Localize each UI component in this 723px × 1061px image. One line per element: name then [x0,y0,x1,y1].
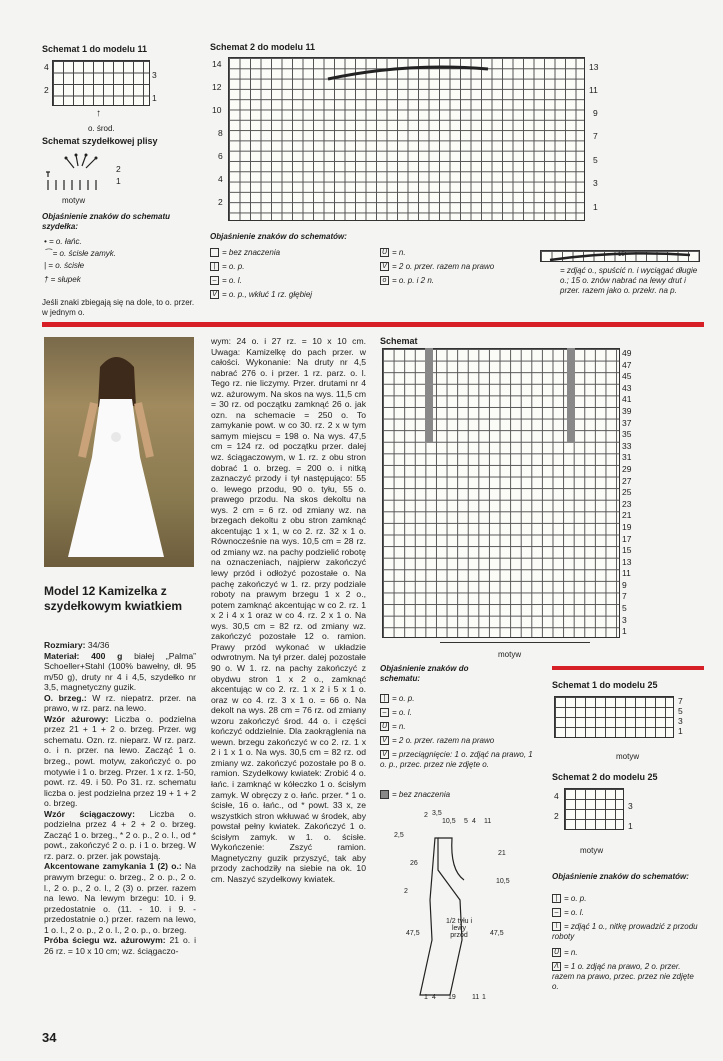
motyw-label: motyw [580,846,604,855]
legend2-title: Objaśnienie znaków do schematów: [210,232,347,241]
row-label: 12 [212,82,222,92]
pattern-labels: 2 3,5 10,5 5 4 11 2,5 26 21 2 10,5 47,5 1/2 tyłu i lewy przód 47,5 1 4 19 11 1 [394,810,510,1001]
crochet-legend-title: Objaśnienie znaków do schematu szydełka: [42,212,171,231]
row-label: 2 [116,164,121,174]
red-divider-small [552,666,704,670]
knit-yo-symbol-icon: o [380,276,389,285]
section-text: W rz. niepatrz. przer. na prawo, w rz. parz. na lewo. [44,692,196,714]
legend-item: = o. p. [392,694,415,703]
row-label: 13 [589,62,599,72]
yarn-over-symbol-icon: U [381,249,388,257]
section-text: Liczba o. podzielna przez 4 + 2 + 2 o. brzeg. Zacząć 1 o. brzeg., * 2 o. p., 2 o. l., od * powt., zakończyć 2 o. p. i 1 o. brzeg. W rz. parz. o. przer. jak powstają. [44,808,196,861]
slip-pass-symbol-icon: V [380,750,389,759]
legend-item: = o. l. [564,908,584,917]
legend-item: = bez znaczenia [222,248,281,257]
motyw-label: motyw [498,650,522,659]
row-label: 8 [218,128,223,138]
blank-symbol-icon [210,248,219,257]
blank-symbol-icon [380,790,389,799]
row-label: 14 [212,59,222,69]
sk2p-symbol-icon: Λ [552,962,561,971]
section-text: Liczba o. podzielna przez 21 + 1 + 2 o. brzeg. Przer. wg schematu. Ozn. rz. nieparz. W rz. parz. o. i n. przer. na lewo. Zacząć 1 o. brzeg., powt. motyw, zakończyć o. po motywie i 1 o. brzeg. Przer. 1 x rz. 1-50, powt. rz. 49. i 50. Po 31. rz. schematu liczba o. jest podzielna przez 19 + 1 + 2 o. brzeg. [44,713,196,809]
knit-symbol-icon: | [552,894,561,903]
legend-item: = 2 o. przer. razem na prawo [392,262,495,271]
row-label: 10 [212,105,222,115]
model25-s1-rows: 7 5 3 1 [678,696,683,736]
motyw-label: motyw [62,196,86,205]
row-label: 4 [554,791,559,801]
k2tog-symbol-icon: V [380,262,389,271]
row-label: 2 [44,85,49,95]
section-heading: Akcentowane zamykania 1 (2) o.: [44,861,182,872]
row-label: 7 [593,131,598,141]
crochet-chart [44,150,124,194]
legend-item: = o. l. [392,708,412,717]
schemat-grid [382,348,620,638]
legend-item: = n. [392,722,406,731]
k2tog-symbol-icon: V [380,736,389,745]
legend-item: = przeciągnięcie: 1 o. zdjąć na prawo, 1 o. p., przec. przez nie zdjęte o. [380,750,533,769]
legend-item: ⁀ = o. ścisłe zamyk. [44,249,117,258]
legend-item: = n. [392,248,406,257]
row-label: 9 [593,108,598,118]
section-heading: Materiał: 400 g [44,650,123,661]
model-column-1 [44,640,196,956]
woman-dress-illustration [44,337,194,567]
stitch-count: 15 [618,252,625,258]
purl-symbol-icon: – [552,908,561,917]
row-label: 1 [152,93,157,103]
crochet-title: Schemat szydełkowej plisy [42,136,158,146]
row-label: 4 [44,62,49,72]
row-label: 2 [554,811,559,821]
row-label: 1 [628,821,633,831]
row-label: 6 [218,151,223,161]
yarn-over-symbol-icon: U [553,949,560,957]
model-column-2: wym: 24 o. i 27 rz. = 10 x 10 cm. Uwaga: Kamizelkę do pach przer. w całości. Wykonanie: Na druty nr 4,5 nabrać 276 o. i przer. 1 rz. parz. o. l. Tego rz. nie liczymy. Przer. drutami nr 4 wz. ażurowym. Na skos na wys. 11,5 cm = 30 rz. od początku zamknąć 26 o. jak ozn. na schemacie = 250 o. To zamykanie powt. w co 30. rz. 2 x w tym samym miejscu = 198 o. Na wys. 47,5 cm = 124 rz. od początku przer. dalej wz. ściągaczowym, w 1. rz. z obu stron dobrać 1 o. brzeg. = 200 o. i nitką zaznaczyć przody i tył następująco: 55 o. lewego przodu, 90 o. tyłu, 55 o. prawego przodu. Na skos dekoltu na wys. 2 cm = 6 rz. od zmiany wz. na brzegach dekoltu z obu stron zamknąć akcentując 1 x 1, w co 2. rz. 32 x 1 o. Równocześnie na wys. 10,5 cm = 28 rz. od zmiany wz. na pachy podzielić robotę na oznaczeniach, najpierw zakończyć lewy przód i odłożyć pozostałe o. Na pachę zakończyć w 1. rz. przy podziale roboty na prawym brzegu 1 x 2 o., potem zamknąć akcentując w co 2. rz. 1 x 2 i 4 x 1 oraz w co 4. rz. 2 x 1 o. Na wys. 30,5 cm = 82 rz. od zmiany wz. zakończyć pozostałe 12 o. ramion. Prawy przód wykonać w układzie odwrotnym. Na tył przer. dalej pozostałe 90 o. W 1. rz. na pachy zakończyć z obydwu stron 1 x 2 o., zamknąć akcentując w co 2. rz. 1 x 2 i 5 x 1 o. oraz w co 4. rz. 3 x 1 o. = 66 o. Na dekolt na wys. 28 cm = 76 rz. od zmiany wzoru zakończyć środ. 44 o. i części kończyć oddzielnie. Dla zaokrąglenia na wewn. brzegu zakończyć w co 2. rz. 1 x 2 i 1 x 1 o. Na wys. 30,5 cm = 82 rz. od zmiany wz. zakończyć pozostałe po 8 o. ramion. Szydełkowy kwiatek: Zrobić 4 o. łańc. i zamknąć w kółeczko 1 o. ścisłym zamyk. W obręczy z o. łańc. przer. * 1 o. ścisłe, 16 o. łańc., od * powt. 33 x, ze wszystkich stron wkłuwać w środek, aby powstał pełny kwiatek. Zakończyć 1 o. ścisłym zamyk. w 1. o. ścisłe. Wykończenie: Zszyć ramion. Magnetyczny guzik przyszyć, tak aby przody zachodziły na siebie na ok. 10 cm. Naszyć szydełkowy kwiatek. [211,336,366,884]
yarn-over-symbol-icon: U [381,723,388,731]
blank-column [425,348,433,443]
purl-symbol-icon: – [380,708,389,717]
legend-item: = n. [564,948,578,957]
row-label: 1 [116,176,121,186]
legend-item: = bez znaczenia [392,790,451,799]
knit-symbol-icon: | [210,262,219,271]
arc-shape [228,57,585,97]
schemat-row-labels: 49 47 45 43 41 39 37 35 33 31 29 27 25 23 21 19 17 15 13 11 9 7 5 3 1 [622,348,632,637]
section-heading: Próba ściegu wz. ażurowym: [44,935,166,946]
row-label: 2 [218,197,223,207]
section-heading: Rozmiary: [44,640,86,650]
legend-item: = 1 o. zdjąć na prawo, 2 o. przer. razem na prawo, przec. przez nie zdjęte o. [552,962,694,991]
motyw-label: motyw [616,752,640,761]
long-note: = zdjąć o., spuścić n. i wyciągać długie o.; 15 o. znów nabrać na lewy drut i przer. razem jako o. przekr. na p. [560,266,698,295]
legend-item: = zdjąć 1 o., nitkę prowadzić z przodu roboty [552,922,698,941]
page-number: 34 [42,1030,57,1045]
row-label: 1 [593,202,598,212]
section-text: Na prawym brzegu: o. brzeg., 2 o. p., 2 o. l., 2 o. p., 2 o. l., 2 (3) o. przer. razem na lewo. Na lewym brzegu: 10. i 9. przedostatnie o. (11. - 10. i 9. - przedostatnie o.) przer. razem na lewo, 1 o. l., 2 o. p., 2 o. l., 2 o. p., o. brzeg. [44,861,197,935]
knit-symbol-icon: | [380,694,389,703]
row-label: 3 [152,70,157,80]
slip-stitch-symbol-icon: \ [552,922,561,931]
schemat-title: Schemat [380,336,418,346]
model25-s2-grid [564,788,624,830]
motyw-bracket [440,642,590,648]
legend-item: = o. p. [564,894,587,903]
section-heading: Wzór ażurowy: [44,713,109,724]
model25-s2-title: Schemat 2 do modelu 25 [552,772,658,782]
deep-knit-symbol-icon: V [210,290,219,299]
legend-item: = o. l. [222,276,242,285]
note: Jeśli znaki zbiegają się na dole, to o. przer. w jednym o. [42,298,195,317]
legend-item: = o. p. i 2 n. [392,276,435,285]
schemat1-grid [52,60,150,106]
blank-column [567,348,575,443]
section-heading: O. brzeg.: [44,692,87,703]
center-label: o. środ. [88,124,115,133]
row-label: 4 [218,174,223,184]
model-photo [44,337,194,567]
model25-s1-title: Schemat 1 do modelu 25 [552,680,658,690]
model25-legend-title: Objaśnienie znaków do schematów: [552,872,689,881]
legend-item: = o. p. [222,262,245,271]
arrow-up-icon: ↑ [96,108,101,119]
row-label: 11 [589,85,598,95]
legend-item: † = słupek [44,275,81,284]
section-text: białej „Palma” Schoeller+Stahl (100% bawełny, dł. 95 m/50 g), druty nr 4 i 4,5, szydełko nr 3,5, magnetyczny guzik. [44,650,196,693]
row-label: 5 [593,155,598,165]
section-text: 21 o. i 26 rz. = 10 x 10 cm; wz. ściągaczo- [44,935,196,956]
legend-item: = 2 o. przer. razem na prawo [392,736,495,745]
schemat-legend-title: Objaśnienie znaków do schematu: [380,664,469,683]
model-title: Model 12 Kamizelka z szydełkowym kwiatkiem [44,584,183,613]
row-label: 3 [628,801,633,811]
row-label: 3 [593,178,598,188]
section-text: 34/36 [85,640,110,650]
legend-item: • = o. łańc. [44,237,82,246]
legend-item: | = o. ścisłe [44,261,85,270]
schemat2-title: Schemat 2 do modelu 11 [210,42,316,52]
schemat1-title: Schemat 1 do modelu 11 [42,44,148,54]
section-heading: Wzór ściągaczowy: [44,808,135,819]
legend-item: = o. p., wkłuć 1 rz. głębiej [222,290,313,299]
purl-symbol-icon: – [210,276,219,285]
red-divider [42,322,704,327]
model25-s1-grid [554,696,674,738]
